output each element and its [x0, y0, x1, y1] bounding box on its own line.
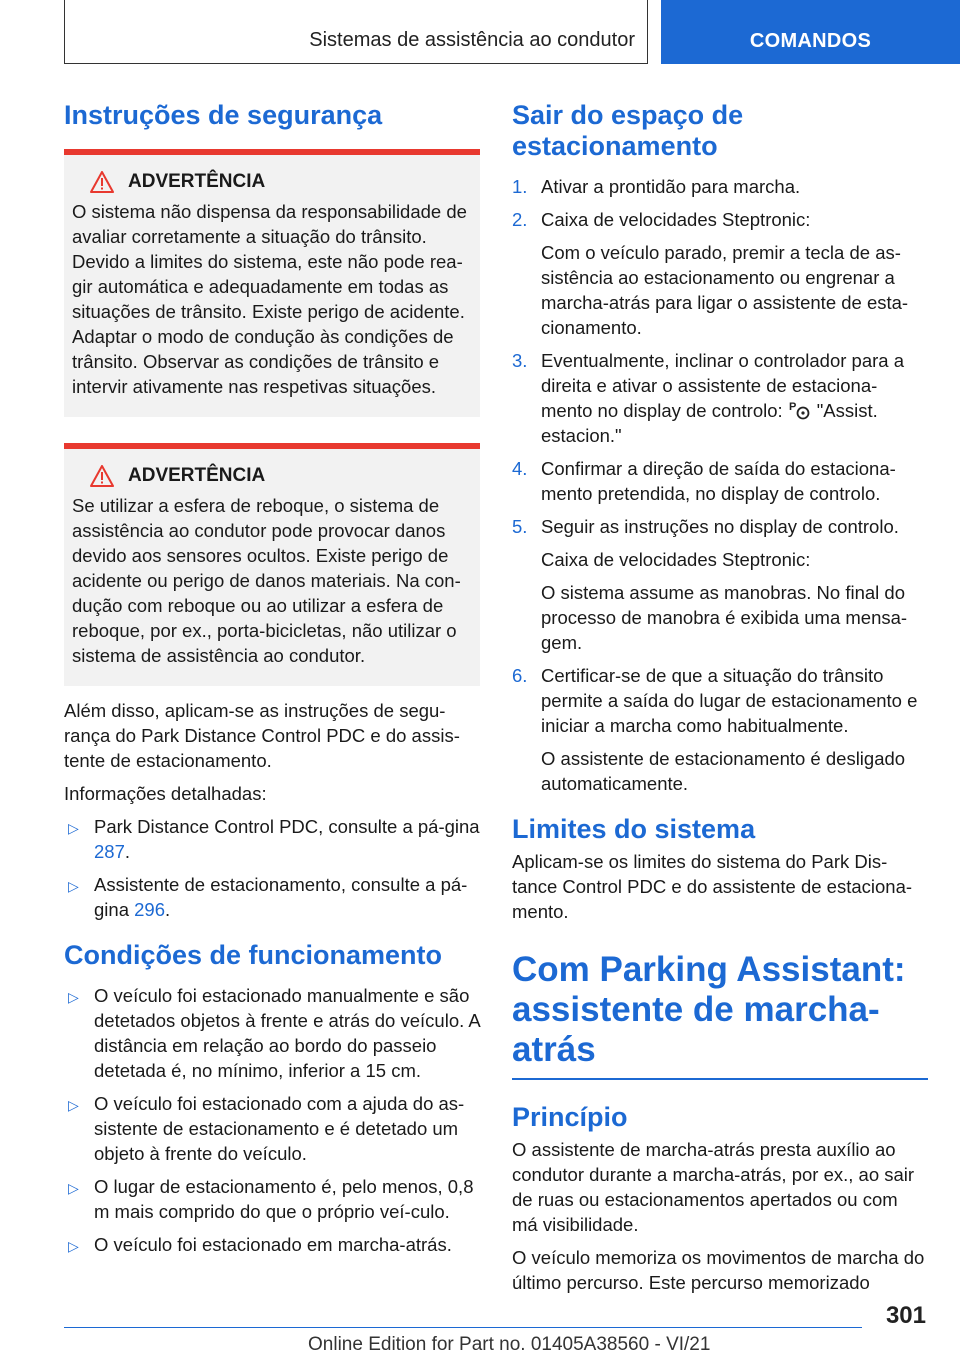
safety-heading: Instruções de segurança: [64, 100, 383, 130]
list-item: ▷ O veículo foi estacionado com a ajuda do as-sistente de estacionamento e é detetado um objeto à frente do veículo.: [68, 1093, 465, 1164]
warning-box-2: [64, 443, 480, 686]
details-label: Informações detalhadas:: [64, 783, 267, 804]
warning-header: [90, 465, 472, 487]
limits-text: Aplicam-se os limites do sistema do Park Dis-tance Control PDC e do assistente de estaciona-mento.: [512, 851, 913, 922]
page-link[interactable]: 287: [94, 841, 125, 862]
header-box: [64, 0, 648, 64]
warning-text: O sistema não dispensa da responsabilidade de avaliar corretamente a situação do trânsito. Devido a limites do sistema, este não pode rea-gir automática e adequadamente em todas as situações de trânsito. Existe perigo de acidente. Adaptar o modo de condução às condições de trânsito. Observar as condições de trânsito e intervir ativamente nas respetivas situações.: [72, 201, 467, 397]
edition-note: Online Edition for Part no. 01405A38560 - VI/21: [308, 1334, 711, 1355]
list-item: ▷ O veículo foi estacionado manualmente e são detetados objetos à frente e atrás do veículo. A distância em relação ao bordo do passeio detetada é, no mínimo, inferior a 15 cm.: [68, 985, 480, 1081]
conditions-list: [64, 983, 480, 1257]
page-number: 301: [885, 1302, 926, 1329]
principle-text: O veículo memoriza os movimentos de marcha do último percurso. Este percurso memorizado: [512, 1247, 925, 1293]
triangle-bullet-icon: ▷: [68, 820, 79, 836]
left-column: [64, 100, 480, 1267]
step-item: 6. Certificar-se de que a situação do trânsito permite a saída do lugar de estacionamento e iniciar a marcha como habitualmente. O assistente de estacionamento é desligado automaticamente.: [512, 665, 918, 794]
warning-triangle-icon: [90, 465, 114, 487]
list-item: ▷ Assistente de estacionamento, consulte a pá-gina 296.: [68, 874, 468, 920]
warning-triangle-icon: [90, 171, 114, 193]
step-number: 4.: [512, 458, 528, 479]
step-number: 3.: [512, 350, 528, 371]
triangle-bullet-icon: ▷: [68, 1238, 79, 1254]
page-link[interactable]: 296: [134, 899, 165, 920]
chapter-tab[interactable]: COMANDOS: [661, 0, 960, 64]
warning-header: [90, 171, 472, 193]
step-number: 1.: [512, 176, 528, 197]
section-title: Sistemas de assistência ao condutor: [309, 29, 635, 51]
step-item: 1. Ativar a prontidão para marcha.: [512, 176, 801, 197]
footer-divider: [64, 1327, 862, 1328]
steps-list: [512, 174, 928, 796]
right-column: [512, 100, 928, 1303]
triangle-bullet-icon: ▷: [68, 1180, 79, 1196]
principle-heading: Princípio: [512, 1102, 628, 1132]
warning-box-1: [64, 149, 480, 417]
conditions-heading: Condições de funcionamento: [64, 940, 443, 970]
parking-assistant-icon: [789, 400, 811, 420]
step-number: 2.: [512, 209, 528, 230]
limits-heading: Limites do sistema: [512, 814, 756, 844]
svg-text:P: P: [788, 401, 797, 413]
assistant-heading: Com Parking Assistant: assistente de marcha-atrás: [512, 950, 906, 1069]
list-item: ▷ O lugar de estacionamento é, pelo menos, 0,8 m mais comprido do que o próprio veí-culo.: [68, 1176, 474, 1222]
triangle-bullet-icon: ▷: [68, 878, 79, 894]
list-item: ▷ Park Distance Control PDC, consulte a pá-gina 287.: [68, 816, 480, 862]
step-item: 5. Seguir as instruções no display de controlo. Caixa de velocidades Steptronic: O sistema assume as manobras. No final do processo de manobra é exibida uma mensa-gem.: [512, 516, 908, 653]
list-item: ▷ O veículo foi estacionado em marcha-atrás.: [64, 1232, 480, 1257]
details-list: [64, 814, 480, 922]
warning-title: ADVERTÊNCIA: [128, 171, 266, 192]
warning-text: Se utilizar a esfera de reboque, o sistema de assistência ao condutor pode provocar danos devido aos sensores ocultos. Existe perigo de acidente ou perigo de danos materiais. Na con-dução com reboque ou ao utilizar a esfera de reboque, por ex., porta-bicicletas, não utilizar o sistema de assistência ao condutor.: [72, 495, 461, 666]
triangle-bullet-icon: ▷: [68, 989, 79, 1005]
step-number: 5.: [512, 516, 528, 537]
exit-heading: Sair do espaço de estacionamento: [512, 100, 744, 161]
step-item: 4. Confirmar a direção de saída do estaciona-mento pretendida, no display de controlo.: [512, 458, 896, 504]
step-item: 2. Caixa de velocidades Steptronic: Com o veículo parado, premir a tecla de as-sistência ao estacionamento ou engrenar a marcha-atrás para ligar o assistente de esta-cionamento.: [512, 209, 909, 338]
extra-text: Além disso, aplicam-se as instruções de segu-rança do Park Distance Control PDC e do assis-tente de estacionamento.: [64, 700, 460, 771]
assistant-heading-block: [512, 950, 928, 1080]
step-item: 3. Eventualmente, inclinar o controlador para a direita e ativar o assistente de estaciona-mento no display de controlo: P "Assist. estacion.": [512, 350, 905, 446]
principle-text: O assistente de marcha-atrás presta auxílio ao condutor durante a marcha-atrás, por ex., ao sair de ruas ou estacionamentos apertados ou com má visibilidade.: [512, 1139, 915, 1235]
warning-title: ADVERTÊNCIA: [128, 465, 266, 486]
step-number: 6.: [512, 665, 528, 686]
triangle-bullet-icon: ▷: [68, 1097, 79, 1113]
